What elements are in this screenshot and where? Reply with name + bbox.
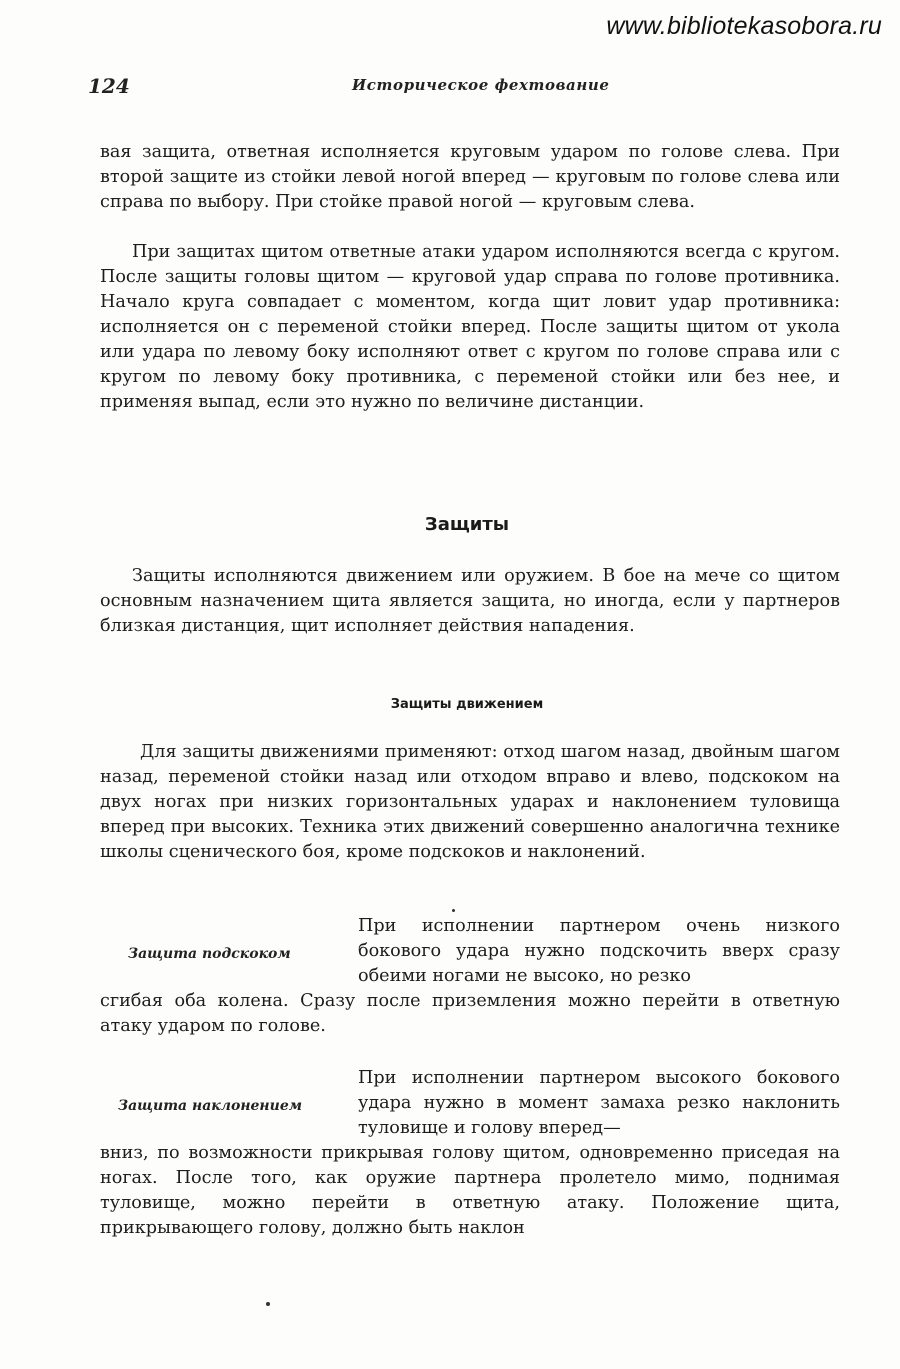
jump-defense-block — [100, 914, 840, 1039]
site-watermark: www.bibliotekasobora.ru — [606, 12, 882, 40]
lean-defense-text-indented: При исполнении партнером высокого бокового удара нужно в момент замаха резко наклонить туловище и голову вперед— — [358, 1068, 840, 1138]
side-label-lean-defense: Защита наклонением — [118, 1098, 303, 1114]
paragraph-continuation: вая защита, ответная исполняется круговым ударом по голове слева. При второй защите из стойки левой ногой вперед — круговым по голове слева или справа по выбору. При стойке правой ногой — круговым слева. — [100, 142, 840, 212]
scan-speck — [266, 1302, 270, 1306]
paragraph-movement-defenses: Для защиты движениями применяют: отход шагом назад, двойным шагом назад, переменой стойки назад или отходом вправо и влево, подскоком на двух ногах при низких горизонтальных ударах и наклонением туловища вперед при высоких. Техника этих движений совершенно аналогична технике школы сценического боя, кроме подскоков и наклонений. — [100, 742, 840, 862]
lean-defense-block — [100, 1066, 840, 1241]
scan-speck — [452, 909, 455, 912]
lean-defense-text-full: вниз, по возможности прикрывая голову щитом, одновременно приседая на ногах. После того, как оружие партнера пролетело мимо, поднимая туловище, можно перейти в ответную атаку. Положение щита, прикрывающего голову, должно быть наклон — [100, 1143, 840, 1238]
section-heading: Защиты — [424, 514, 510, 535]
paragraph-defenses-intro: Защиты исполняются движением или оружием. В бое на мече со щитом основным назначением щита является защита, но иногда, если у партнеров близкая дистанция, щит исполняет действия нападения. — [100, 566, 840, 636]
paragraph-shield-counterattacks: При защитах щитом ответные атаки ударом исполняются всегда с кругом. После защиты головы щитом — круговой удар справа по голове противника. Начало круга совпадает с моментом, когда щит ловит удар противника: исполняется он с переменой стойки вперед. После защиты щитом от укола или удара по левому боку исполняют ответ с кругом по голове справа или с кругом по левому боку противника, с переменой стойки или без нее, и применяя выпад, если это нужно по величине дистанции. — [100, 242, 840, 412]
page-number: 124 — [88, 74, 130, 98]
jump-defense-text-full: сгибая оба колена. Сразу после приземления можно перейти в ответную атаку ударом по голове. — [100, 991, 840, 1036]
subsection-heading: Защиты движением — [390, 697, 544, 712]
side-label-jump-defense: Защита подскоком — [128, 946, 291, 962]
running-title: Историческое фехтование — [352, 76, 610, 94]
jump-defense-text-indented: При исполнении партнером очень низкого бокового удара нужно подскочить вверх сразу обеими ногами не высоко, но резко — [358, 916, 840, 986]
running-head — [88, 74, 840, 104]
